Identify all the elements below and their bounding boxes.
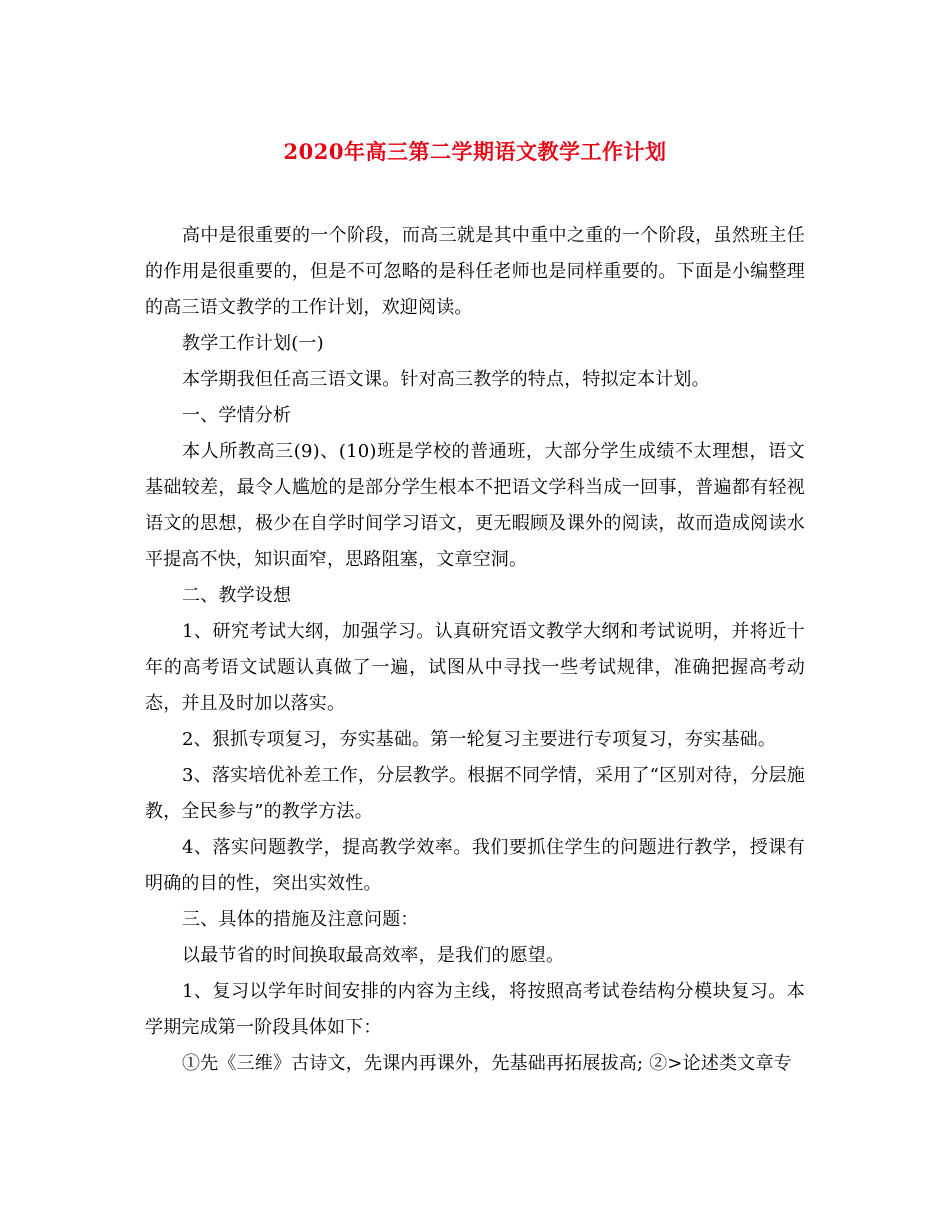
paragraph: 以最节省的时间换取最高效率，是我们的愿望。 xyxy=(182,945,565,966)
section-heading: 三、具体的措施及注意问题： xyxy=(182,909,419,930)
paragraph: 2、狠抓专项复习，夯实基础。第一轮复习主要进行专项复习，夯实基础。 xyxy=(182,729,777,750)
section-heading: 二、教学设想 xyxy=(182,585,292,606)
document-title: 2020年高三第二学期语文教学工作计划 xyxy=(283,139,667,164)
paragraph: 高中是很重要的一个阶段，而高三就是其中重中之重的一个阶段，虽然班主任的作用是很重要的，但是不可忽略的是科任老师也是同样重要的。下面是小编整理的高三语文教学的工作计划，欢迎阅读。 xyxy=(145,225,805,318)
paragraph: 4、落实问题教学，提高教学效率。我们要抓住学生的问题进行教学，授课有明确的目的性，突出实效性。 xyxy=(145,837,805,894)
paragraph: 1、复习以学年时间安排的内容为主线，将按照高考试卷结构分模块复习。本学期完成第一阶段具体如下： xyxy=(145,981,805,1038)
document-body xyxy=(145,218,805,1082)
paragraph: 本人所教高三(9)、(10)班是学校的普通班，大部分学生成绩不太理想，语文基础较差，最令人尴尬的是部分学生根本不把语文学科当成一回事，普遍都有轻视语文的思想，极少在自学时间学习语文，更无暇顾及课外的阅读，故而造成阅读水平提高不快，知识面窄，思路阻塞，文章空洞。 xyxy=(145,441,805,570)
paragraph: ①先《三维》古诗文，先课内再课外，先基础再拓展拔高; ②>论述类文章专 xyxy=(182,1053,792,1074)
section-heading: 一、学情分析 xyxy=(182,405,292,426)
paragraph: 3、落实培优补差工作，分层教学。根据不同学情，采用了“区别对待，分层施教，全民参与”的教学方法。 xyxy=(145,765,805,822)
paragraph: 1、研究考试大纲，加强学习。认真研究语文教学大纲和考试说明，并将近十年的高考语文试题认真做了一遍，试图从中寻找一些考试规律，准确把握高考动态，并且及时加以落实。 xyxy=(145,621,805,714)
paragraph: 教学工作计划(一) xyxy=(182,333,324,354)
paragraph: 本学期我但任高三语文课。针对高三教学的特点，特拟定本计划。 xyxy=(182,369,710,390)
